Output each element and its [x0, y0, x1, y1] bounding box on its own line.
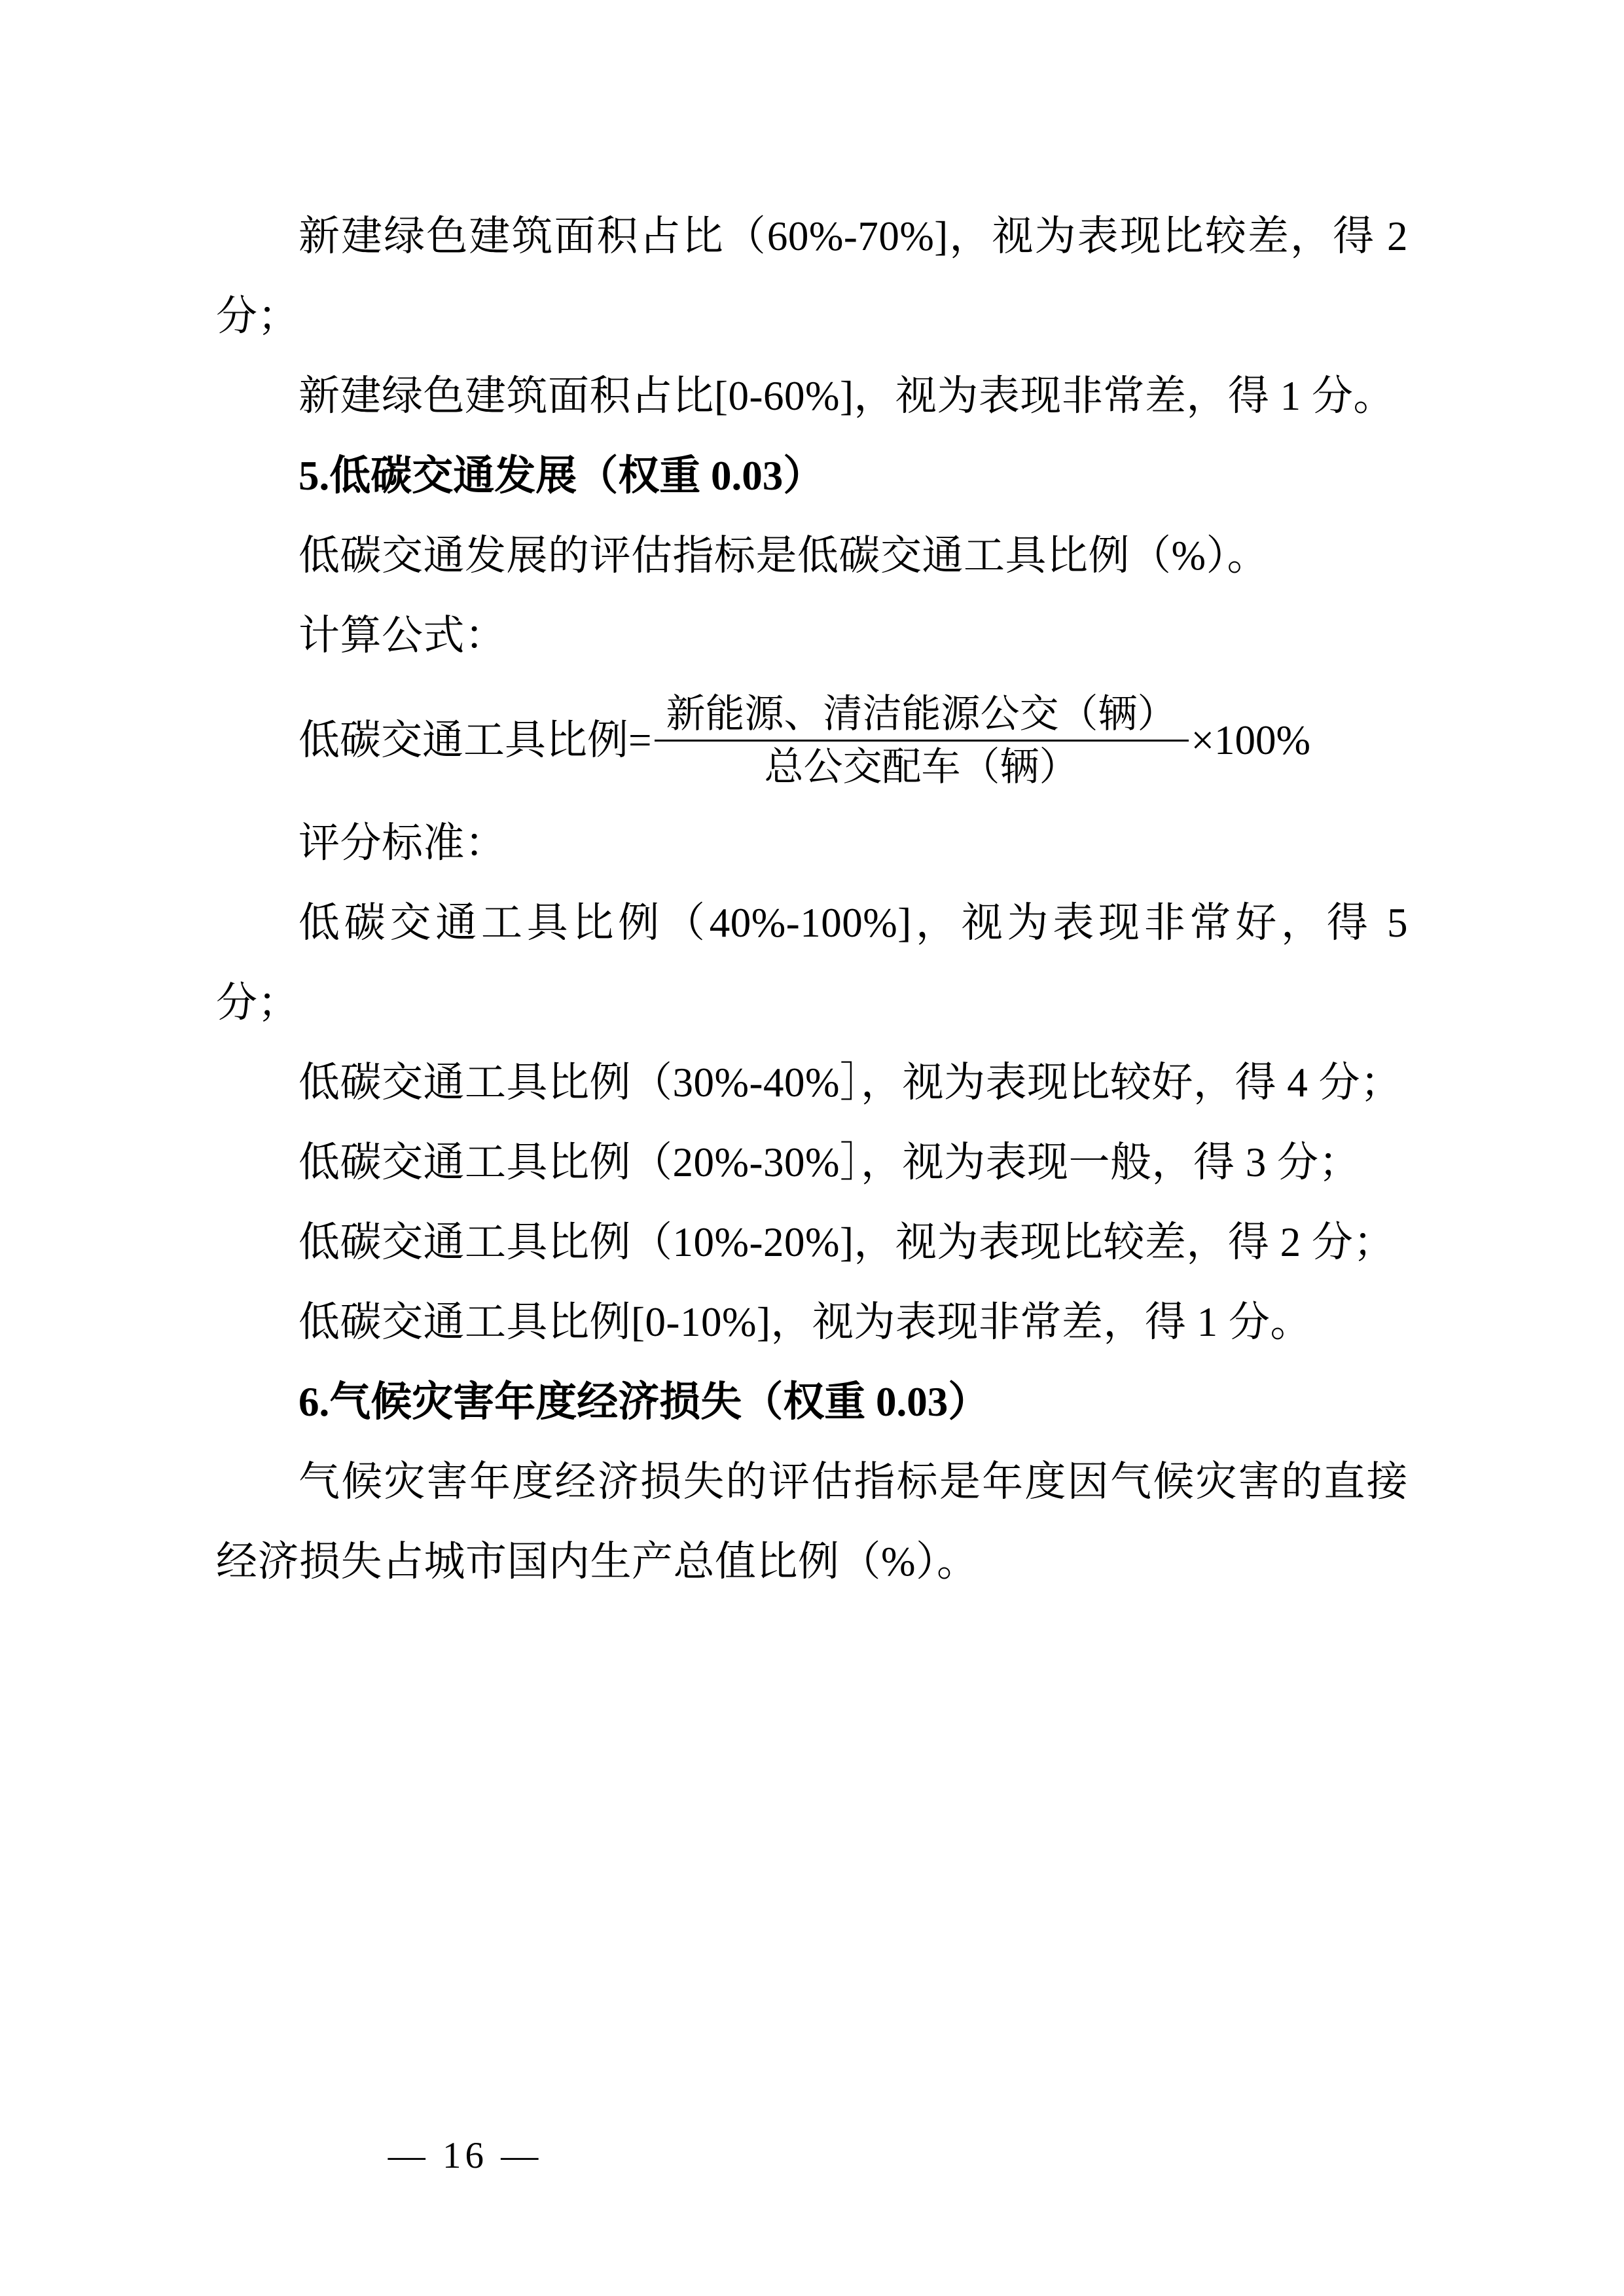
formula-denominator: 总公交配车（辆） — [764, 745, 1079, 789]
heading-low-carbon-transport: 5.低碳交通发展（权重 0.03） — [298, 453, 825, 499]
para-indicator-definition: 低碳交通发展的评估指标是低碳交通工具比例（%）。 — [298, 533, 1269, 579]
formula-numerator: 新能源、清洁能源公交（辆） — [666, 692, 1177, 736]
para-score-40-100: 低碳交通工具比例（40%-100%]，视为表现非常好，得 5 分； — [216, 900, 1408, 1026]
para-score-20-30: 低碳交通工具比例（20%-30%］，视为表现一般，得 3 分； — [298, 1139, 1360, 1185]
para-score-0-10: 低碳交通工具比例[0-10%]，视为表现非常差，得 1 分。 — [298, 1299, 1312, 1345]
heading-climate-disaster-loss: 6.气候灾害年度经济损失（权重 0.03） — [298, 1379, 990, 1425]
para-climate-disaster-definition: 气候灾害年度经济损失的评估指标是年度因气候灾害的直接经济损失占城市国内生产总值比例（%）。 — [216, 1459, 1408, 1585]
formula-multiplier: ×100% — [1191, 717, 1311, 763]
formula-fraction — [655, 692, 1189, 789]
page-number: — 16 — — [388, 2135, 543, 2176]
para-score-30-40: 低碳交通工具比例（30%-40%］，视为表现比较好，得 4 分； — [298, 1060, 1402, 1105]
para-score-10-20: 低碳交通工具比例（10%-20%]，视为表现比较差，得 2 分； — [298, 1219, 1395, 1265]
para-green-building-0-60: 新建绿色建筑面积占比[0-60%]，视为表现非常差，得 1 分。 — [298, 373, 1395, 419]
page-footer — [0, 2134, 1624, 2177]
para-green-building-60-70: 新建绿色建筑面积占比（60%-70%]，视为表现比较差，得 2 分； — [216, 213, 1408, 339]
para-scoring-label: 评分标准： — [298, 820, 507, 866]
formula-low-carbon-ratio — [216, 692, 1408, 789]
para-formula-label: 计算公式： — [298, 613, 507, 658]
formula-left-side: 低碳交通工具比例= — [298, 717, 652, 763]
